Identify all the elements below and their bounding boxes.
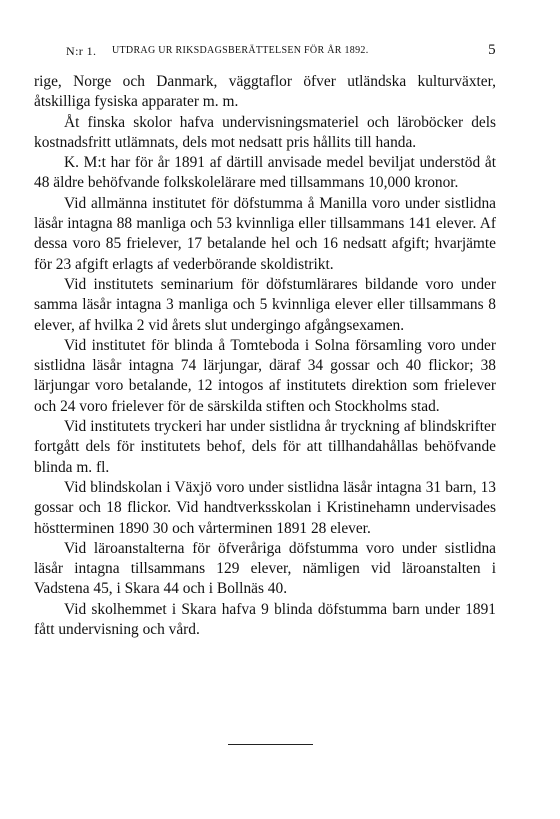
paragraph: Vid blindskolan i Växjö voro under sistlidna läsår intagna 31 barn, 13 gossar och 18 flickor. Vid handtverksskolan i Kristinehamn undervisades höstterminen 1890 30 och vårterminen 1891 28 elever. (34, 478, 496, 537)
page-number: 5 (488, 42, 496, 58)
paragraph: rige, Norge och Danmark, väggtaflor öfver utländska kulturväxter, åtskilliga fysiska apparater m. m. (34, 73, 496, 111)
issue-number: N:r 1. (66, 44, 97, 58)
paragraph: Vid läroanstalterna för öfveråriga döfstumma voro under sistlidna läsår intagna tillsammans 129 elever, nämligen vid läroanstalten i Vadstena 45, i Skara 44 och i Bollnäs 40. (34, 539, 496, 598)
paragraph: Vid skolhemmet i Skara hafva 9 blinda döfstumma barn under 1891 fått undervisning och vård. (34, 600, 496, 639)
body-text (34, 72, 496, 640)
paragraph: Vid institutets tryckeri har under sistlidna år tryckning af blindskrifter fortgått dels för institutets behof, dels för att tillhandahållas behöfvande blinda m. fl. (34, 418, 496, 476)
paragraph: Vid institutets seminarium för döfstumlärares bildande voro under samma läsår intagna 3 manliga och 5 kvinnliga elever eller tillsammans 8 elever, af hvilka 2 vid årets slut undergingo afgångsexamen. (34, 275, 496, 334)
paragraph: Vid institutet för blinda å Tomteboda i Solna församling voro under sistlidna läsår intagna 74 lärjungar, däraf 34 gossar och 40 flickor; 38 lärjungar voro betalande, 12 intogos af institutets direktion som frielever och 24 voro frielever för de särskilda stiften och Stockholms stad. (34, 336, 496, 415)
paragraph: Åt finska skolor hafva undervisningsmateriel och läroböcker dels kostnadsfritt utlämnats, dels mot nedsatt pris hållits till handa. (34, 113, 496, 151)
paragraph: Vid allmänna institutet för döfstumma å Manilla voro under sistlidna läsår intagna 88 manliga och 53 kvinnliga eller tillsammans 141 elever. Af dessa voro 85 frielever, 17 betalande hel och 16 nedsatt afgift; hvarjämte för 23 afgift erlagts af vederbörande skoldistrikt. (34, 194, 496, 273)
running-header (30, 44, 496, 64)
running-title: UTDRAG UR RIKSDAGSBERÄTTELSEN FÖR ÅR 1892. (112, 45, 369, 56)
section-end-rule (228, 744, 313, 745)
paragraph: K. M:t har för år 1891 af därtill anvisade medel beviljat understöd åt 48 äldre behöfvande folkskolelärare med tillsammans 10,000 kronor. (34, 154, 496, 192)
